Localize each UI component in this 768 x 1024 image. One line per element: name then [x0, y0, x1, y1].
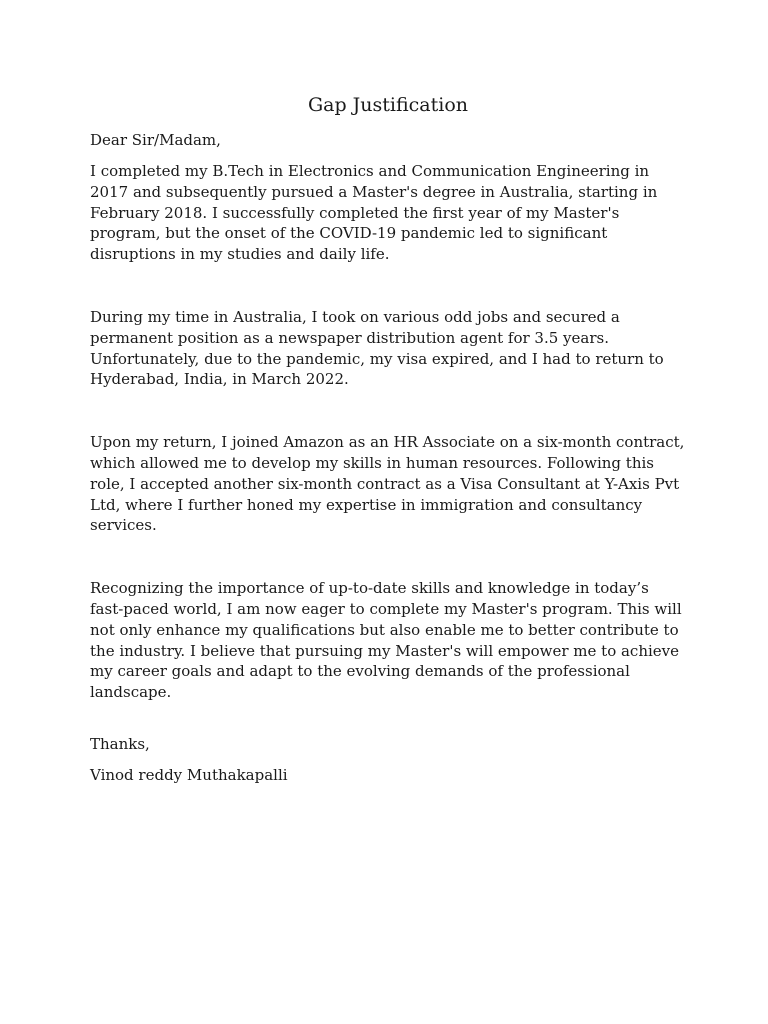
closing: Thanks, — [90, 734, 150, 753]
salutation: Dear Sir/Madam, — [90, 131, 221, 149]
paragraph-goals: Recognizing the importance of up-to-date skills and knowledge in today’s fast-paced world, I am now eager to complete my Master's program. This will not only enhance my qualifications but also enable me to better contribute to the industry. I believe that pursuing my Master's will empower me to achieve my career goals and adapt to the evolving demands of the professional landscape. — [90, 579, 682, 702]
paragraph-australia: During my time in Australia, I took on various odd jobs and secured a permanent position as a newspaper distribution agent for 3.5 years. Unfortunately, due to the pandemic, my visa expired, and I had to return to Hyderabad, India, in March 2022. — [90, 307, 664, 389]
document-title: Gap Justification — [307, 94, 469, 116]
signature-name: Vinod reddy Muthakapalli — [90, 765, 288, 784]
paragraph-spacer — [90, 536, 686, 578]
paragraph-employment: Upon my return, I joined Amazon as an HR Associate on a six-month contract, which allowed me to develop my skills in human resources. Following this role, I accepted another six-month contract as a Visa Consultant at Y-Axis Pvt Ltd, where I further honed my expertise in immigration and consultancy services. — [90, 433, 685, 535]
paragraph-education: I completed my B.Tech in Electronics and Communication Engineering in 2017 and subsequently pursued a Master's degree in Australia, starting in February 2018. I successfully completed the first year of my Master's program, but the onset of the COVID-19 pandemic led to significant disruptions in my studies and daily life. — [90, 162, 658, 264]
document-page — [90, 92, 686, 786]
paragraph-spacer — [90, 265, 686, 307]
paragraph-spacer — [90, 703, 686, 734]
paragraph-spacer — [90, 390, 686, 432]
